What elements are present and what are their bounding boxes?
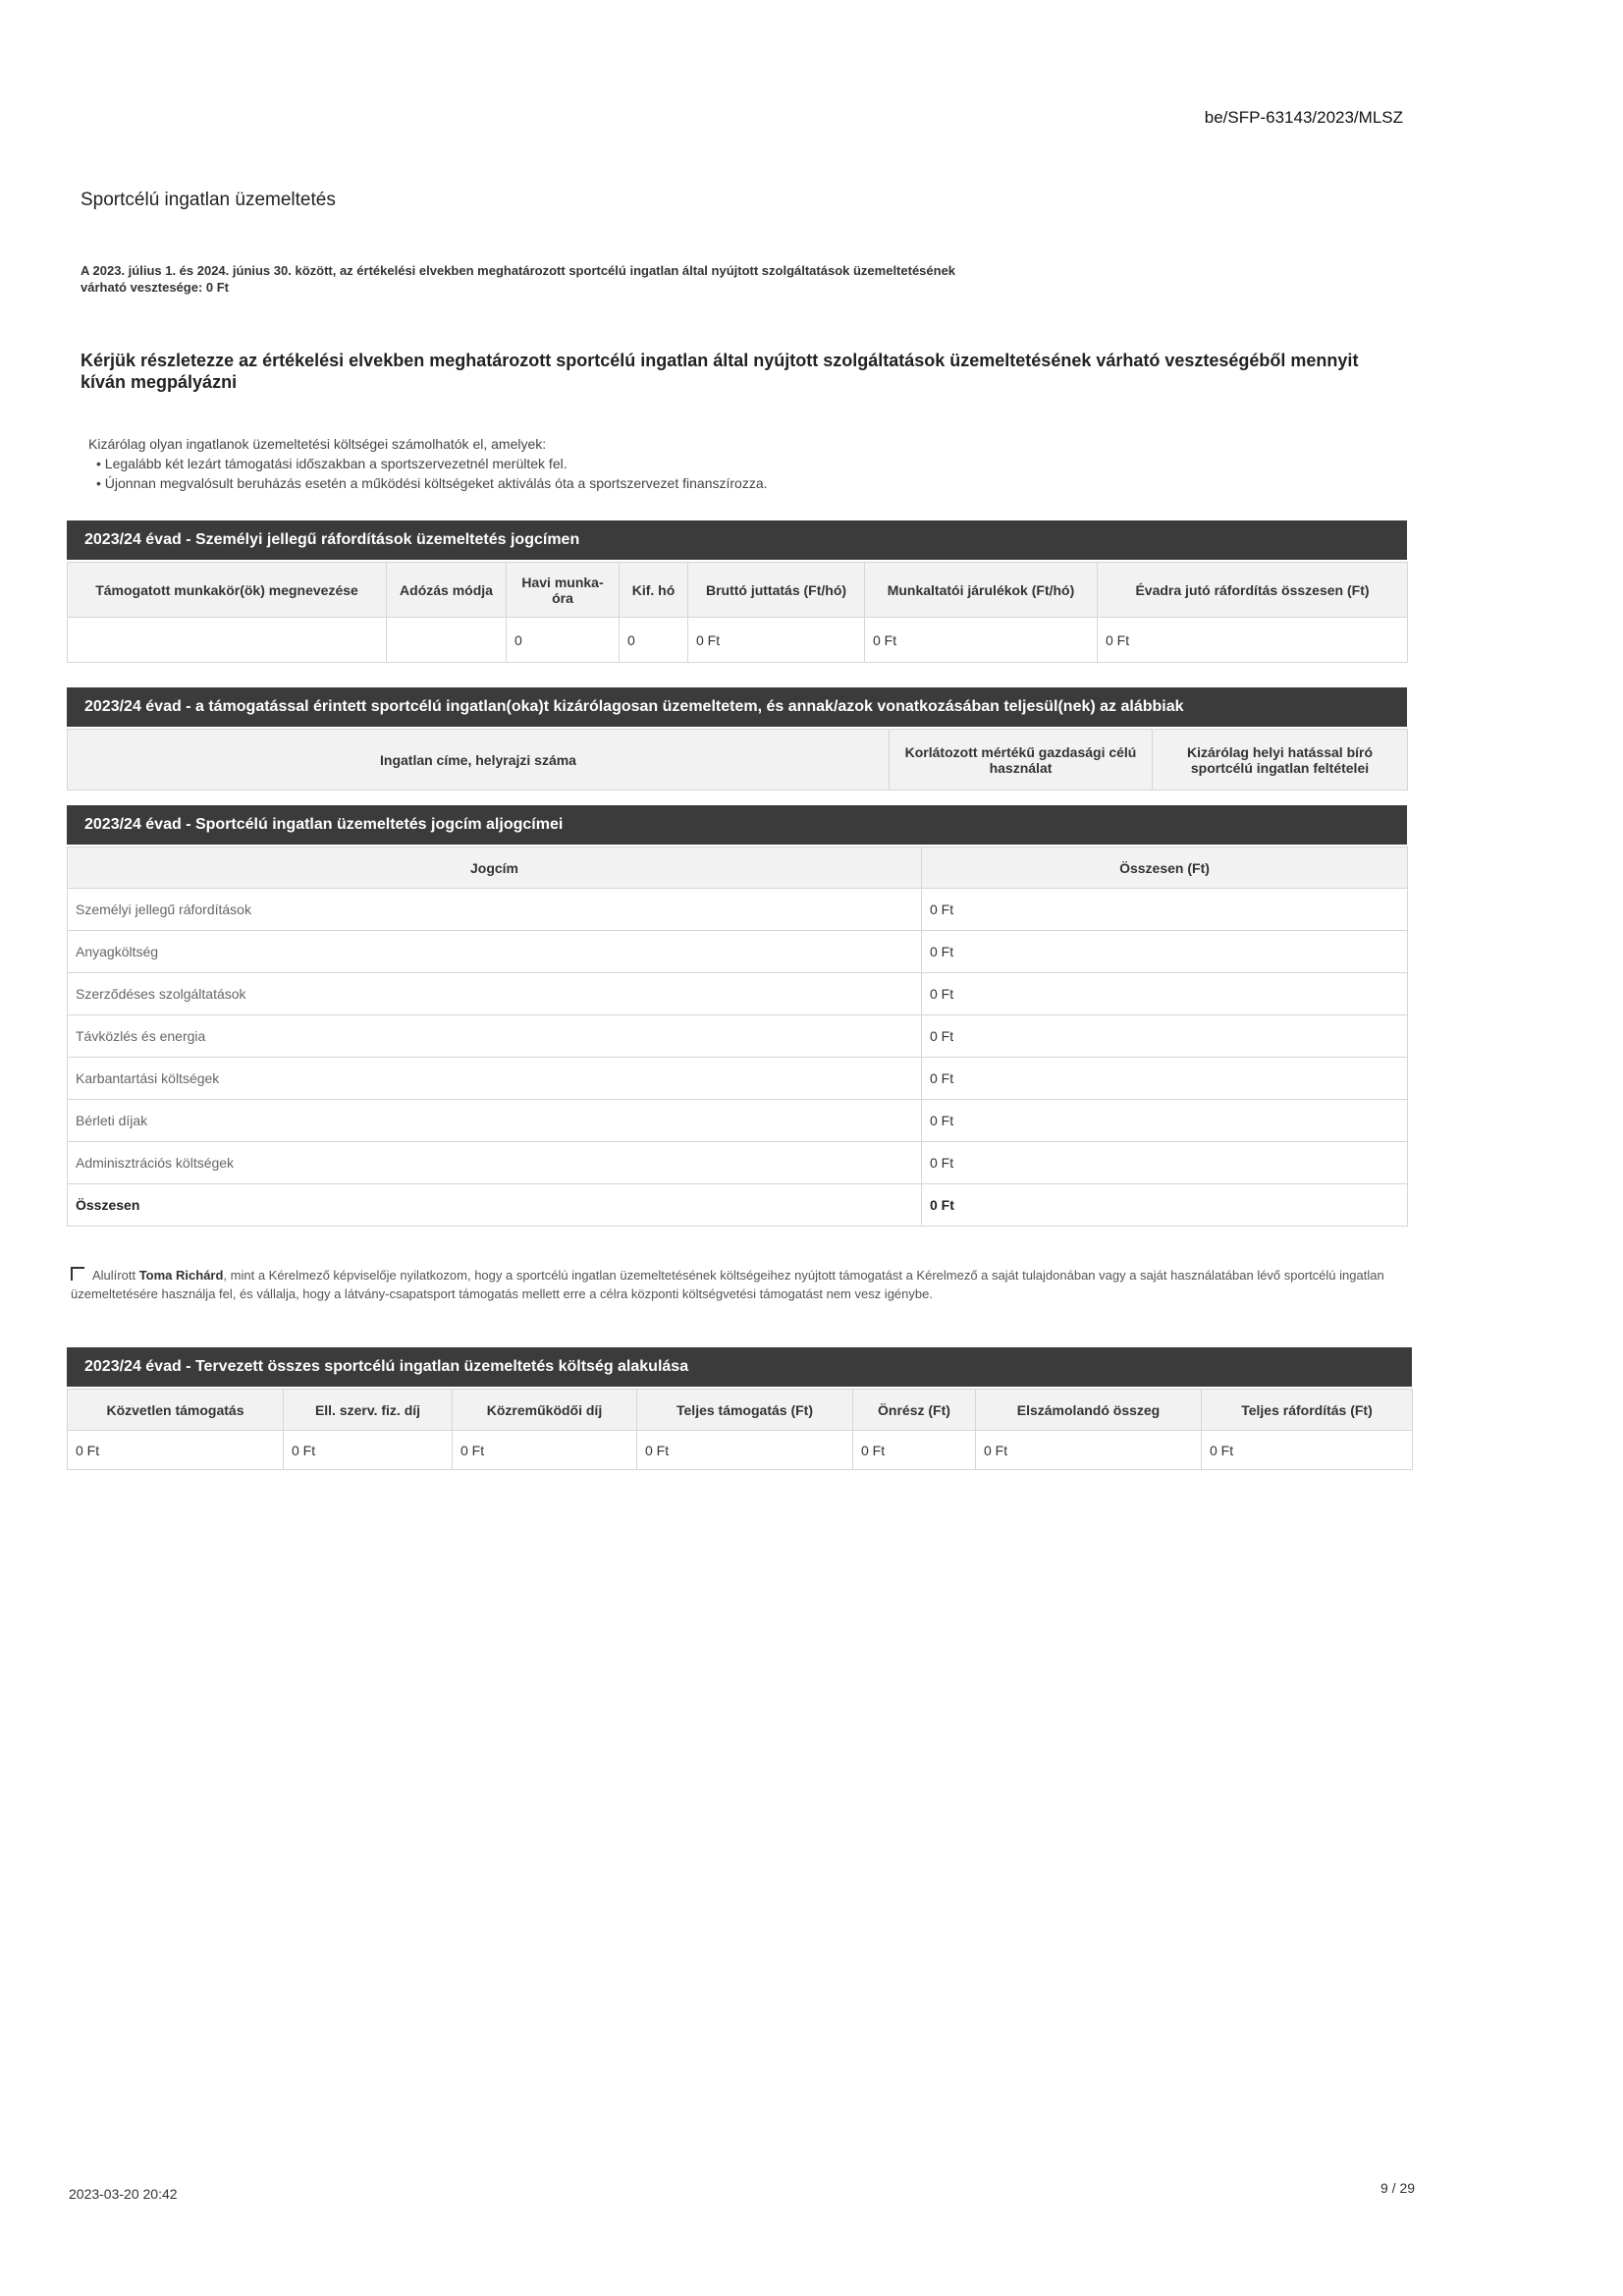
table-header: Havi munka-óra	[507, 563, 620, 618]
declaration-prefix: Alulírott	[92, 1268, 136, 1283]
declarant-name: Toma Richárd	[138, 1268, 224, 1283]
criteria-list	[88, 434, 1365, 493]
table-header-row	[68, 847, 1408, 889]
table-row	[68, 1058, 1408, 1100]
row-label: Anyagköltség	[68, 931, 922, 973]
row-label: Adminisztrációs költségek	[68, 1142, 922, 1184]
table-header: Jogcím	[68, 847, 922, 889]
total-value: 0 Ft	[922, 1184, 1408, 1227]
table1-title: 2023/24 évad - Személyi jellegű ráfordítások üzemeltetés jogcímen	[67, 520, 1407, 560]
table-cell	[68, 618, 387, 663]
row-value: 0 Ft	[922, 889, 1408, 931]
table-row	[68, 1015, 1408, 1058]
declaration-checkbox[interactable]	[71, 1267, 84, 1281]
page-number: 9 / 29	[1380, 2180, 1416, 2196]
intro-text: A 2023. július 1. és 2024. június 30. között, az értékelési elvekben meghatározott sportcélú ingatlan által nyújtott szolgáltatások üzemeltetésének várható vesztesége: 0 Ft	[81, 263, 956, 295]
table-cell: 0 Ft	[688, 618, 865, 663]
criteria-bullet	[88, 454, 1365, 473]
row-label: Bérleti díjak	[68, 1100, 922, 1142]
table-header: Adózás módja	[387, 563, 507, 618]
table-cell: 0 Ft	[1202, 1431, 1413, 1470]
criteria-bullet-text: Legalább két lezárt támogatási időszakban a sportszervezetnél merültek fel.	[104, 456, 568, 471]
row-label: Távközlés és energia	[68, 1015, 922, 1058]
table-header: Ell. szerv. fiz. díj	[284, 1390, 453, 1431]
table-cell: 0 Ft	[976, 1431, 1202, 1470]
table-row	[68, 1100, 1408, 1142]
table-cell: 0	[507, 618, 620, 663]
table-header: Kif. hó	[620, 563, 688, 618]
bullet-glyph: •	[96, 456, 101, 471]
row-value: 0 Ft	[922, 1142, 1408, 1184]
table-row	[68, 1431, 1413, 1470]
table-header: Önrész (Ft)	[853, 1390, 976, 1431]
total-row	[68, 1184, 1408, 1227]
personnel-cost-table	[67, 562, 1408, 663]
table-cell	[387, 618, 507, 663]
table-header: Bruttó juttatás (Ft/hó)	[688, 563, 865, 618]
table-header-row	[68, 730, 1408, 791]
table-header: Kizárólag helyi hatással bíró sportcélú ingatlan feltételei	[1153, 730, 1408, 791]
bullet-glyph: •	[96, 475, 101, 491]
table3-title: 2023/24 évad - Sportcélú ingatlan üzemeltetés jogcím aljogcímei	[67, 805, 1407, 845]
table2-title: 2023/24 évad - a támogatással érintett sportcélú ingatlan(oka)t kizárólagosan üzemeltetem, és annak/azok vonatkozásában teljesül(nek) az alábbiak	[67, 687, 1407, 727]
table-row	[68, 889, 1408, 931]
table-cell: 0 Ft	[284, 1431, 453, 1470]
subcategory-table	[67, 847, 1408, 1227]
table-header: Teljes támogatás (Ft)	[637, 1390, 853, 1431]
table-row	[68, 618, 1408, 663]
row-value: 0 Ft	[922, 931, 1408, 973]
criteria-bullet-text: Újonnan megvalósult beruházás esetén a működési költségeket aktiválás óta a sportszervezet finanszírozza.	[104, 475, 768, 491]
table-header: Korlátozott mértékű gazdasági célú használat	[890, 730, 1153, 791]
table-header: Összesen (Ft)	[922, 847, 1408, 889]
property-conditions-table	[67, 729, 1408, 791]
table-header: Közvetlen támogatás	[68, 1390, 284, 1431]
section-title: Sportcélú ingatlan üzemeltetés	[81, 190, 336, 210]
table-header: Évadra jutó ráfordítás összesen (Ft)	[1098, 563, 1408, 618]
table-header: Teljes ráfordítás (Ft)	[1202, 1390, 1413, 1431]
table-cell: 0	[620, 618, 688, 663]
criteria-bullet	[88, 473, 1365, 493]
table4-title: 2023/24 évad - Tervezett összes sportcélú ingatlan üzemeltetés költség alakulása	[67, 1347, 1412, 1387]
table-cell: 0 Ft	[865, 618, 1098, 663]
table-row	[68, 1142, 1408, 1184]
request-text: Kérjük részletezze az értékelési elvekben meghatározott sportcélú ingatlan által nyújtott szolgáltatások üzemeltetésének várható veszteségéből mennyit kíván megpályázni	[81, 351, 1359, 392]
table-cell: 0 Ft	[453, 1431, 637, 1470]
declaration	[71, 1266, 1406, 1303]
table-cell: 0 Ft	[68, 1431, 284, 1470]
row-label: Szerződéses szolgáltatások	[68, 973, 922, 1015]
row-label: Karbantartási költségek	[68, 1058, 922, 1100]
declaration-text: , mint a Kérelmező képviselője nyilatkozom, hogy a sportcélú ingatlan üzemeltetésének költségeihez nyújtott támogatást a Kérelmező a saját tulajdonában vagy a saját használatában lévő sportcélú ingatlan üzemeltetésére használja fel, és vállalja, hogy a látvány-csapatsport támogatás mellett erre a célra központi költségvetési támogatást nem vesz igénybe.	[71, 1268, 1384, 1301]
row-value: 0 Ft	[922, 1058, 1408, 1100]
planned-cost-table	[67, 1389, 1413, 1470]
table-header: Munkaltatói járulékok (Ft/hó)	[865, 563, 1098, 618]
criteria-lead: Kizárólag olyan ingatlanok üzemeltetési költségei számolhatók el, amelyek:	[88, 436, 547, 452]
table-cell: 0 Ft	[1098, 618, 1408, 663]
table-row	[68, 973, 1408, 1015]
row-value: 0 Ft	[922, 973, 1408, 1015]
total-label: Összesen	[68, 1184, 922, 1227]
document-id: be/SFP-63143/2023/MLSZ	[1204, 108, 1403, 127]
table-header: Elszámolandó összeg	[976, 1390, 1202, 1431]
row-value: 0 Ft	[922, 1100, 1408, 1142]
table-header: Ingatlan címe, helyrajzi száma	[68, 730, 890, 791]
row-value: 0 Ft	[922, 1015, 1408, 1058]
row-label: Személyi jellegű ráfordítások	[68, 889, 922, 931]
table-header: Támogatott munkakör(ök) megnevezése	[68, 563, 387, 618]
footer-date: 2023-03-20 20:42	[69, 2186, 178, 2202]
table-header-row	[68, 1390, 1413, 1431]
table-header: Közreműködői díj	[453, 1390, 637, 1431]
table-cell: 0 Ft	[637, 1431, 853, 1470]
table-row	[68, 931, 1408, 973]
table-header-row	[68, 563, 1408, 618]
table-cell: 0 Ft	[853, 1431, 976, 1470]
